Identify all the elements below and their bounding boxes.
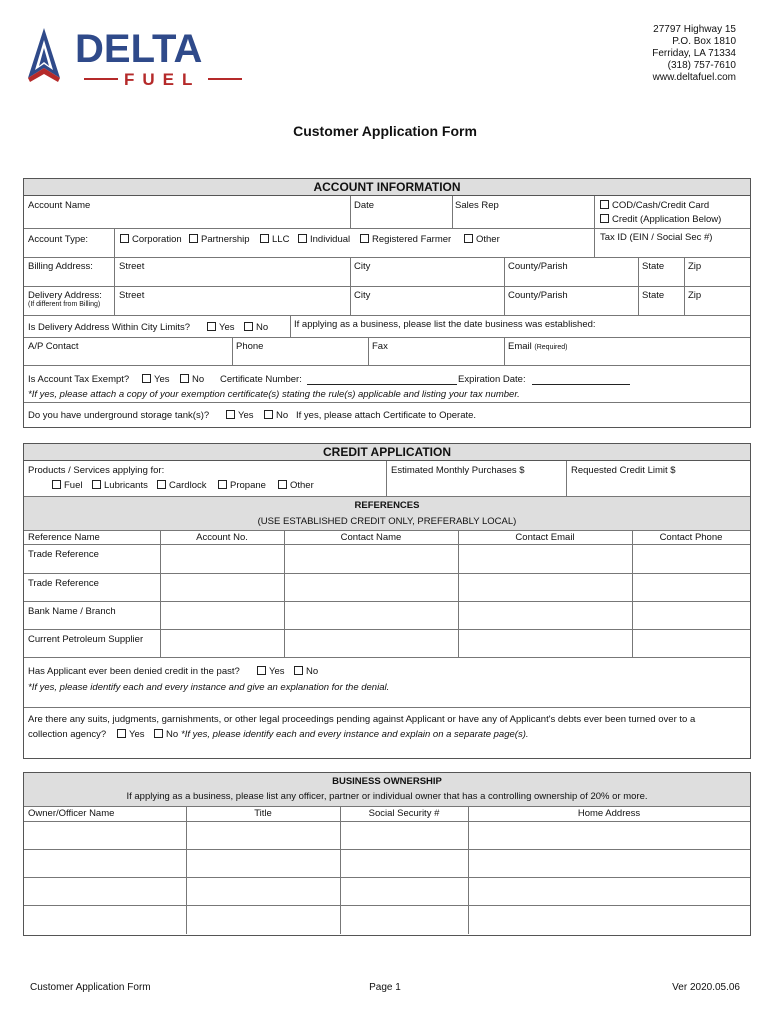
- product-other-checkbox[interactable]: [278, 480, 287, 489]
- reference-row-label: Current Petroleum Supplier: [28, 634, 144, 645]
- account-information-section: [23, 178, 751, 428]
- lubricants-checkbox[interactable]: [92, 480, 101, 489]
- tax-exempt-no[interactable]: [180, 374, 204, 385]
- storage-yes-label: Yes: [238, 410, 254, 421]
- delivery-state-label: State: [642, 290, 665, 301]
- billing-city-label: City: [354, 261, 371, 272]
- account-row-name: [24, 196, 750, 229]
- cod-label: COD/Cash/Credit Card: [612, 200, 710, 211]
- email-required-note: (Required): [534, 344, 568, 351]
- type-partnership-label: Partnership: [201, 234, 250, 245]
- delivery-zip-label: Zip: [688, 290, 702, 301]
- account-information-heading: ACCOUNT INFORMATION: [24, 179, 750, 196]
- reference-row-1: [24, 545, 750, 574]
- cod-checkbox[interactable]: [600, 200, 609, 209]
- product-fuel-label: Fuel: [64, 480, 83, 491]
- cardlock-checkbox[interactable]: [157, 480, 166, 489]
- expiration-date-label: Expiration Date:: [458, 374, 526, 385]
- suits-yes-checkbox[interactable]: [117, 729, 126, 738]
- corporation-checkbox[interactable]: [120, 234, 129, 243]
- denied-yes-checkbox[interactable]: [257, 666, 266, 675]
- company-phone: (318) 757-7610: [667, 60, 736, 71]
- billing-address-row: [24, 258, 750, 287]
- fuel-checkbox[interactable]: [52, 480, 61, 489]
- ownership-row: [24, 850, 750, 878]
- llc-checkbox[interactable]: [260, 234, 269, 243]
- ap-email-label: [508, 341, 567, 352]
- date-label: Date: [354, 200, 375, 211]
- billing-county-label: County/Parish: [508, 261, 568, 272]
- other-checkbox[interactable]: [464, 234, 473, 243]
- billing-state-label: State: [642, 261, 665, 272]
- monthly-purchases-label: Estimated Monthly Purchases $: [391, 465, 525, 476]
- reference-row-3: [24, 602, 750, 630]
- type-llc[interactable]: [260, 234, 289, 245]
- expiration-date-field[interactable]: [532, 384, 630, 385]
- farmer-checkbox[interactable]: [360, 234, 369, 243]
- company-address: [652, 24, 736, 84]
- company-logo: [22, 24, 262, 90]
- propane-checkbox[interactable]: [218, 480, 227, 489]
- credit-option[interactable]: [600, 214, 721, 225]
- footer-form-name: Customer Application Form: [30, 982, 151, 993]
- type-individual[interactable]: [298, 234, 350, 245]
- ap-phone-label: Phone: [236, 341, 264, 352]
- references-subtitle: (USE ESTABLISHED CREDIT ONLY, PREFERABLY LOCAL): [257, 516, 517, 527]
- certificate-number-label: Certificate Number:: [220, 374, 302, 385]
- reference-row-2: [24, 574, 750, 602]
- ownership-heading: BUSINESS OWNERSHIP: [332, 776, 442, 787]
- account-name-label: Account Name: [28, 200, 91, 211]
- legal-proceedings-row: [24, 708, 750, 757]
- tax-exempt-no-label: No: [192, 374, 205, 385]
- col-contact-email: Contact Email: [515, 532, 575, 543]
- legal-proceedings-question: Are there any suits, judgments, garnishments, or other legal proceedings pending against Applicant or have any of Applicant's debts ever been turned over to a: [28, 714, 696, 725]
- col-account-no: Account No.: [196, 532, 248, 543]
- tax-exempt-no-checkbox[interactable]: [180, 374, 189, 383]
- ap-fax-label: Fax: [372, 341, 388, 352]
- city-limits-yes-label: Yes: [219, 322, 235, 333]
- city-limits-yes[interactable]: [207, 322, 235, 333]
- product-lubricants[interactable]: [92, 480, 148, 491]
- tax-exempt-yes-checkbox[interactable]: [142, 374, 151, 383]
- logo-subtext: FUEL: [124, 70, 201, 89]
- delivery-city-label: City: [354, 290, 371, 301]
- suits-yes-label: Yes: [129, 729, 145, 740]
- credit-application-heading: CREDIT APPLICATION: [24, 444, 750, 461]
- delivery-address-note: (If different from Billing): [28, 301, 101, 308]
- delivery-street-label: Street: [119, 290, 145, 301]
- denied-no[interactable]: [294, 666, 318, 677]
- denied-credit-question: Has Applicant ever been denied credit in the past?: [28, 666, 240, 677]
- credit-label: Credit (Application Below): [612, 214, 722, 225]
- storage-note: If yes, please attach Certificate to Operate.: [296, 410, 477, 421]
- type-registered-farmer[interactable]: [360, 234, 451, 245]
- suits-no-label: No: [166, 729, 179, 740]
- products-label: Products / Services applying for:: [28, 465, 165, 476]
- tax-exempt-note: *If yes, please attach a copy of your exemption certificate(s) stating the rule(s) applicable and listing your tax number.: [28, 389, 520, 400]
- type-corporation[interactable]: [120, 234, 182, 245]
- city-limits-no[interactable]: [244, 322, 268, 333]
- address-line-2: P.O. Box 1810: [672, 36, 736, 47]
- ap-contact-label: A/P Contact: [28, 341, 79, 352]
- sales-rep-label: Sales Rep: [455, 200, 499, 211]
- account-row-type: [24, 229, 750, 258]
- tax-exempt-row: [24, 366, 750, 403]
- city-limits-row: [24, 316, 750, 338]
- product-cardlock-label: Cardlock: [169, 480, 207, 491]
- product-other[interactable]: [278, 480, 314, 491]
- suits-no-checkbox[interactable]: [154, 729, 163, 738]
- denied-no-checkbox[interactable]: [294, 666, 303, 675]
- product-cardlock[interactable]: [157, 480, 207, 491]
- suits-yes[interactable]: [117, 729, 145, 740]
- ownership-header: [24, 773, 750, 807]
- city-limits-question: Is Delivery Address Within City Limits?: [28, 322, 191, 333]
- references-header: [24, 497, 750, 531]
- footer-page-number: Page 1: [369, 982, 401, 993]
- product-propane[interactable]: [218, 480, 266, 491]
- product-propane-label: Propane: [230, 480, 266, 491]
- footer-version: Ver 2020.05.06: [672, 982, 740, 993]
- reference-row-label: Trade Reference: [28, 578, 99, 589]
- business-ownership-section: [23, 772, 751, 936]
- col-owner-name: Owner/Officer Name: [28, 808, 115, 819]
- individual-checkbox[interactable]: [298, 234, 307, 243]
- reference-row-label: Trade Reference: [28, 549, 99, 560]
- ownership-row: [24, 906, 750, 934]
- storage-no[interactable]: [264, 410, 288, 421]
- delivery-address-row: [24, 287, 750, 316]
- denied-credit-note: *If yes, please identify each and every instance and give an explanation for the denial.: [28, 682, 390, 693]
- credit-application-section: [23, 443, 751, 759]
- col-ssn: Social Security #: [368, 808, 440, 819]
- references-column-headers: [24, 531, 750, 545]
- city-limits-no-label: No: [256, 322, 269, 333]
- credit-checkbox[interactable]: [600, 214, 609, 223]
- ownership-column-headers: [24, 807, 750, 822]
- type-partnership[interactable]: [189, 234, 250, 245]
- email-label-text: Email: [508, 341, 532, 352]
- tax-exempt-yes-label: Yes: [154, 374, 170, 385]
- col-title: Title: [254, 808, 272, 819]
- product-lubricants-label: Lubricants: [104, 480, 148, 491]
- product-fuel[interactable]: [52, 480, 82, 491]
- certificate-number-field[interactable]: [307, 384, 457, 385]
- storage-no-label: No: [276, 410, 289, 421]
- city-limits-yes-checkbox[interactable]: [207, 322, 216, 331]
- billing-street-label: Street: [119, 261, 145, 272]
- account-type-label: Account Type:: [28, 234, 89, 245]
- delta-logo-icon: [22, 24, 262, 90]
- product-other-label: Other: [290, 480, 314, 491]
- storage-no-checkbox[interactable]: [264, 410, 273, 419]
- address-line-3: Ferriday, LA 71334: [652, 48, 736, 59]
- denied-credit-row: [24, 658, 750, 708]
- suits-no[interactable]: [154, 729, 178, 740]
- billing-address-label: Billing Address:: [28, 261, 93, 272]
- col-reference-name: Reference Name: [28, 532, 100, 543]
- col-contact-phone: Contact Phone: [659, 532, 723, 543]
- type-other-label: Other: [476, 234, 500, 245]
- page-title: Customer Application Form: [293, 123, 477, 139]
- ownership-subtitle: If applying as a business, please list any officer, partner or individual owner that has a controlling ownership of 20% or more.: [126, 791, 648, 802]
- logo-text: DELTA: [75, 27, 203, 71]
- denied-yes[interactable]: [257, 666, 285, 677]
- credit-limit-label: Requested Credit Limit $: [571, 465, 676, 476]
- tax-exempt-yes[interactable]: [142, 374, 170, 385]
- reference-row-label: Bank Name / Branch: [28, 606, 116, 617]
- storage-yes[interactable]: [226, 410, 254, 421]
- partnership-checkbox[interactable]: [189, 234, 198, 243]
- company-website[interactable]: www.deltafuel.com: [652, 72, 736, 83]
- cod-option[interactable]: [600, 200, 709, 211]
- type-other[interactable]: [464, 234, 500, 245]
- denied-yes-label: Yes: [269, 666, 285, 677]
- storage-tank-question: Do you have underground storage tank(s)?: [28, 410, 210, 421]
- type-farmer-label: Registered Farmer: [372, 234, 452, 245]
- type-corporation-label: Corporation: [132, 234, 182, 245]
- denied-no-label: No: [306, 666, 319, 677]
- suits-note: *If yes, please identify each and every instance and explain on a separate page(s).: [181, 729, 529, 740]
- delivery-address-label: Delivery Address:: [28, 290, 102, 301]
- type-llc-label: LLC: [272, 234, 290, 245]
- billing-zip-label: Zip: [688, 261, 702, 272]
- storage-yes-checkbox[interactable]: [226, 410, 235, 419]
- address-line-1: 27797 Highway 15: [653, 24, 736, 35]
- ownership-row: [24, 878, 750, 906]
- reference-row-4: [24, 630, 750, 658]
- type-individual-label: Individual: [310, 234, 351, 245]
- collection-agency-question: collection agency?: [28, 729, 107, 740]
- tax-id-label: Tax ID (EIN / Social Sec #): [600, 232, 713, 243]
- references-title: REFERENCES: [354, 500, 420, 511]
- col-contact-name: Contact Name: [340, 532, 402, 543]
- city-limits-no-checkbox[interactable]: [244, 322, 253, 331]
- col-home-address: Home Address: [577, 808, 641, 819]
- tax-exempt-question: Is Account Tax Exempt?: [28, 374, 130, 385]
- ownership-row: [24, 822, 750, 850]
- products-row: [24, 461, 750, 497]
- ap-contact-row: [24, 338, 750, 366]
- business-date-label: If applying as a business, please list the date business was established:: [294, 319, 596, 330]
- delivery-county-label: County/Parish: [508, 290, 568, 301]
- storage-tank-row: [24, 403, 750, 426]
